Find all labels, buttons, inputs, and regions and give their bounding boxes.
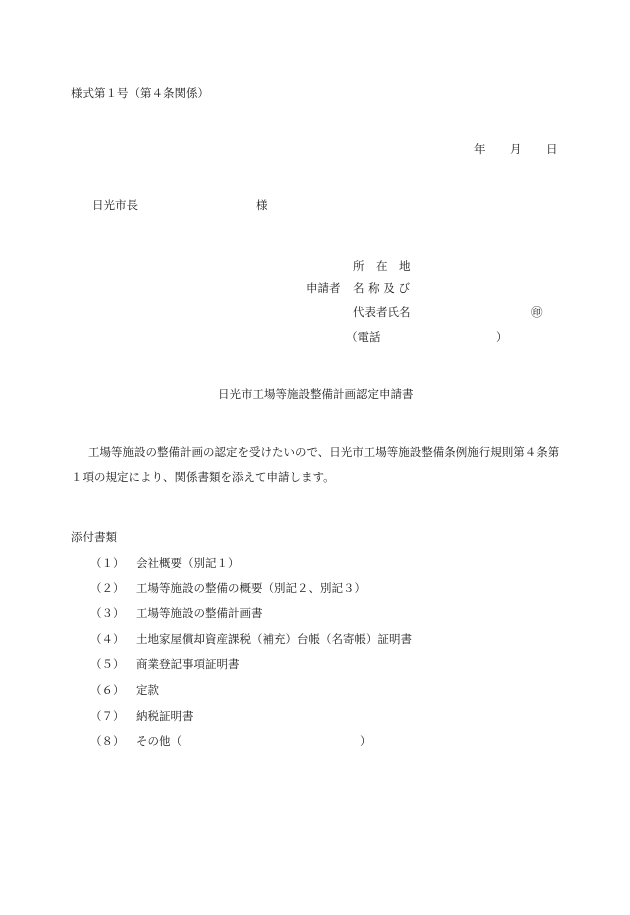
- attachment-text: 土地家屋償却資産課税（補充）台帳（名寄帳）証明書: [136, 632, 412, 646]
- attachment-text: 工場等施設の整備計画書: [136, 606, 263, 620]
- date-year-label: 年: [474, 142, 486, 156]
- attachment-text: 商業登記事項証明書: [136, 657, 240, 671]
- phone-close: ）: [496, 330, 508, 344]
- attachment-text: その他（: [136, 734, 182, 748]
- document-title: 日光市工場等施設整備計画認定申請書: [218, 387, 414, 401]
- body-paragraph: [71, 440, 561, 490]
- attachment-text: 納税証明書: [136, 709, 194, 723]
- phone-open: （電話: [346, 330, 381, 344]
- attachment-text: 定款: [136, 683, 159, 697]
- attachment-num: （１）: [90, 556, 125, 570]
- addressee-honorific: 様: [256, 198, 268, 212]
- form-number: 様式第１号（第４条関係）: [71, 86, 209, 100]
- attachments-heading: 添付書類: [71, 530, 117, 544]
- attachment-num: （３）: [90, 606, 125, 620]
- applicant-name-label: 名 称 及 び: [353, 281, 410, 295]
- attachment-num: （２）: [90, 581, 125, 595]
- date-day-label: 日: [546, 142, 558, 156]
- attachment-close-paren: ）: [360, 734, 372, 748]
- attachment-num: （６）: [90, 683, 125, 697]
- applicant-address-label: 所 在 地: [353, 259, 411, 273]
- attachment-num: （５）: [90, 657, 125, 671]
- seal-mark: ㊞: [531, 305, 543, 319]
- attachment-text: 会社概要（別記１）: [136, 556, 240, 570]
- attachment-text: 工場等施設の整備の概要（別記２、別記３）: [136, 581, 366, 595]
- attachment-num: （４）: [90, 632, 125, 646]
- addressee-mayor: 日光市長: [92, 198, 138, 212]
- applicant-rep-label: 代表者氏名: [353, 305, 411, 319]
- body-text: 工場等施設の整備計画の認定を受けたいので、日光市工場等施設整備条例施行規則第４条第１項の規定により、関係書類を添えて申請します。: [71, 445, 560, 484]
- date-month-label: 月: [510, 142, 522, 156]
- attachment-num: （７）: [90, 709, 125, 723]
- attachment-num: （８）: [90, 734, 125, 748]
- applicant-label: 申請者: [306, 281, 341, 295]
